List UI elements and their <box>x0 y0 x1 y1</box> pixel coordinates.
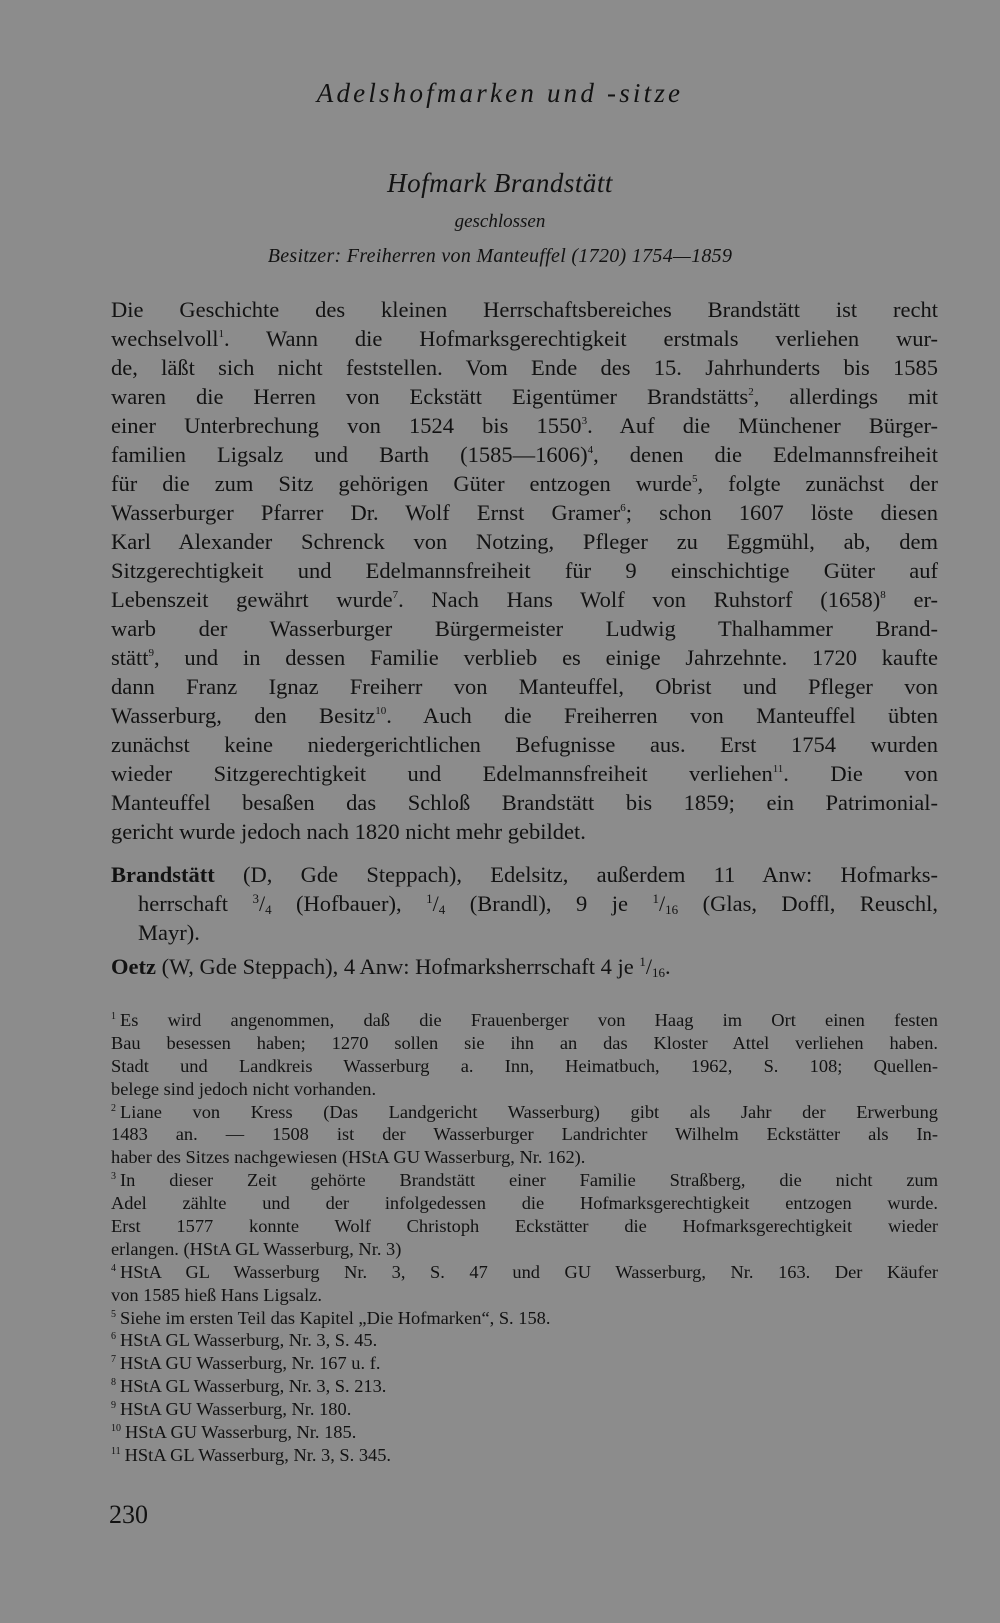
text-run: wieder Sitzgerechtigkeit und Edelmannsfreiheit verliehen <box>111 761 773 786</box>
place-entry-oetz <box>111 952 938 981</box>
body-line <box>111 672 938 701</box>
body-line <box>111 730 938 759</box>
text-run: , und in dessen Familie verblieb es einige Jahrzehnte. 1720 kaufte <box>154 645 938 670</box>
section-status: geschlossen <box>454 211 546 232</box>
fraction-denominator: 16 <box>652 965 666 980</box>
footnote-line <box>111 1421 938 1444</box>
place-line <box>111 952 938 981</box>
text-run: er- <box>885 587 938 612</box>
text-run: einer Unterbrechung von 1524 bis 1550 <box>111 413 582 438</box>
footnote-text: von 1585 hieß Hans Ligsalz. <box>111 1284 322 1305</box>
text-run: . Auf die Münchener Bürger- <box>587 413 939 438</box>
fraction-denominator: 16 <box>665 902 679 917</box>
running-head: Adelshofmarken und -sitze <box>316 78 684 108</box>
place-entry-brandstaett <box>111 860 938 947</box>
footnote-number: 3 <box>111 1171 116 1183</box>
footnote-number: 5 <box>111 1308 116 1320</box>
text-run: ; schon 1607 löste diesen <box>625 500 938 525</box>
place-text: . <box>665 954 671 979</box>
footnote-line <box>111 1009 938 1032</box>
fraction-numerator: 3 <box>252 891 259 906</box>
footnote-line <box>111 1261 938 1284</box>
footnote-ref: 10 <box>375 705 387 717</box>
place-text: (W, Gde Steppach), 4 Anw: Hofmarksherrschaft 4 je <box>155 954 640 979</box>
text-run: waren die Herren von Eckstätt Eigentümer Brandstätts <box>111 384 749 409</box>
body-paragraph <box>111 295 938 846</box>
footnote-line <box>111 1032 938 1055</box>
footnote-ref: 5 <box>691 473 698 485</box>
text-run: , allerdings mit <box>753 384 938 409</box>
fraction-denominator: 4 <box>438 902 446 917</box>
place-text: (Hofbauer), <box>271 891 427 916</box>
body-line <box>111 324 938 353</box>
footnote-text: Liane von Kress (Das Landgericht Wasserburg) gibt als Jahr der Erwerbung <box>120 1101 938 1122</box>
footnote-number: 7 <box>111 1354 116 1366</box>
body-line <box>111 817 938 846</box>
footnote-line <box>111 1078 938 1101</box>
text-run: zunächst keine niedergerichtlichen Befugnisse aus. Erst 1754 wurden <box>111 732 938 757</box>
footnote-text: Stadt und Landkreis Wasserburg a. Inn, Heimatbuch, 1962, S. 108; Quellen- <box>111 1055 938 1076</box>
text-run: . Nach Hans Wolf von Ruhstorf (1658) <box>398 587 881 612</box>
text-run: , denen die Edelmannsfreiheit <box>593 442 938 467</box>
text-run: Karl Alexander Schrenck von Notzing, Pfleger zu Eggmühl, ab, dem <box>111 529 938 554</box>
body-line <box>111 411 938 440</box>
footnote-ref: 1 <box>218 328 224 340</box>
fraction: $^3/_4$ <box>252 891 272 917</box>
text-run: wechselvoll <box>111 326 219 351</box>
text-run: de, läßt sich nicht feststellen. Vom Ende des 15. Jahrhunderts bis 1585 <box>111 355 938 380</box>
footnote-line <box>111 1055 938 1078</box>
place-text: (Brandl), 9 je <box>445 891 653 916</box>
text-run: Wasserburger Pfarrer Dr. Wolf Ernst Gramer <box>111 500 621 525</box>
footnote-number: 1 <box>111 1011 116 1022</box>
footnote-number: 10 <box>111 1423 121 1435</box>
footnote-line <box>111 1307 938 1330</box>
fraction: $^1/_{16}$ <box>639 954 666 980</box>
footnote-text: HStA GU Wasserburg, Nr. 185. <box>125 1422 357 1443</box>
footnote-text: HStA GU Wasserburg, Nr. 180. <box>120 1399 352 1420</box>
footnote-number: 2 <box>111 1102 116 1114</box>
footnote-number: 8 <box>111 1377 116 1389</box>
footnote-line <box>111 1284 938 1307</box>
footnote-line <box>111 1192 938 1215</box>
body-line <box>111 759 938 788</box>
footnote-text: Es wird angenommen, daß die Frauenberger von Haag im Ort einen festen <box>120 1010 938 1030</box>
text-run: . Die von <box>783 761 938 786</box>
text-run: familien Ligsalz und Barth (1585—1606) <box>111 442 588 467</box>
body-line <box>111 527 938 556</box>
place-name: Oetz <box>111 954 156 979</box>
body-line <box>111 556 938 585</box>
footnote-text: HStA GU Wasserburg, Nr. 167 u. f. <box>120 1353 381 1374</box>
footnote-line <box>111 1444 938 1467</box>
place-text: herrschaft <box>138 891 253 916</box>
place-text: (D, Gde Steppach), Edelsitz, außerdem 11 Anw: Hofmarks- <box>214 862 938 887</box>
footnote-line <box>111 1123 938 1146</box>
footnote-line <box>111 1169 938 1192</box>
footnote-ref: 6 <box>620 502 626 514</box>
footnote-text: belege sind jedoch nicht vorhanden. <box>111 1078 377 1099</box>
place-line: Mayr). <box>138 920 200 945</box>
section-title: Hofmark Brandstätt <box>387 168 613 198</box>
section-owner: Besitzer: Freiherren von Manteuffel (1720) 1754—1859 <box>267 245 733 267</box>
footnote-text: HStA GL Wasserburg, Nr. 3, S. 45. <box>120 1330 378 1351</box>
body-line <box>111 469 938 498</box>
footnote-line <box>111 1352 938 1375</box>
footnote-ref: 4 <box>587 444 594 456</box>
body-line <box>111 643 938 672</box>
footnote-text: Adel zählte und der infolgedessen die Hofmarksgerechtigkeit entzogen wurde. <box>111 1193 938 1214</box>
footnote-text: Siehe im ersten Teil das Kapitel „Die Hofmarken“, S. 158. <box>120 1307 551 1328</box>
fraction-numerator: 1 <box>426 891 433 906</box>
footnote-ref: 3 <box>581 415 588 427</box>
body-line <box>111 440 938 469</box>
place-text: (Glas, Doffl, Reuschl, <box>678 891 938 916</box>
fraction: $^1/_{16}$ <box>652 891 679 917</box>
page-number: 230 <box>109 1500 148 1529</box>
body-line <box>111 614 938 643</box>
body-line <box>111 701 938 730</box>
text-run: , folgte zunächst der <box>697 471 938 496</box>
footnote-ref: 2 <box>748 386 754 398</box>
body-line <box>111 498 938 527</box>
place-line <box>111 889 938 918</box>
footnote-number: 9 <box>111 1400 116 1412</box>
footnote-number: 4 <box>111 1262 116 1274</box>
footnote-text: HStA GL Wasserburg, Nr. 3, S. 345. <box>124 1444 392 1465</box>
footnote-text: In dieser Zeit gehörte Brandstätt einer Familie Straßberg, die nicht zum <box>120 1170 938 1191</box>
footnote-text: Erst 1577 konnte Wolf Christoph Eckstätter die Hofmarksgerechtigkeit wieder <box>111 1216 938 1237</box>
footnote-line <box>111 1329 938 1352</box>
place-list <box>111 860 938 986</box>
fraction-numerator: 1 <box>639 954 646 969</box>
text-run: . Auch die Freiherren von Manteuffel übten <box>386 703 938 728</box>
footnote-ref: 11 <box>772 763 784 775</box>
footnote-text: erlangen. (HStA GL Wasserburg, Nr. 3) <box>111 1238 402 1259</box>
text-run: stätt <box>111 645 149 670</box>
footnote-ref: 7 <box>392 589 399 601</box>
body-line <box>111 295 938 324</box>
text-run: Lebenszeit gewährt wurde <box>111 587 393 612</box>
text-run: dann Franz Ignaz Freiherr von Manteuffel, Obrist und Pfleger von <box>111 674 938 699</box>
footnote-text: haber des Sitzes nachgewiesen (HStA GU Wasserburg, Nr. 162). <box>111 1147 586 1168</box>
text-run: Die Geschichte des kleinen Herrschaftsbereiches Brandstätt ist recht <box>111 297 938 322</box>
footnote-ref: 9 <box>148 647 154 659</box>
text-run: warb der Wasserburger Bürgermeister Ludwig Thalhammer Brand- <box>111 616 938 641</box>
place-line <box>111 860 938 889</box>
text-run: gericht wurde jedoch nach 1820 nicht mehr gebildet. <box>111 819 586 844</box>
text-run: Wasserburg, den Besitz <box>111 703 376 728</box>
fraction-numerator: 1 <box>652 891 659 906</box>
body-line <box>111 353 938 382</box>
text-run: Manteuffel besaßen das Schloß Brandstätt bis 1859; ein Patrimonial- <box>111 790 938 815</box>
body-line <box>111 382 938 411</box>
footnote-text: Bau besessen haben; 1270 sollen sie ihn an das Kloster Attel verliehen haben. <box>111 1032 938 1053</box>
footnotes <box>111 1009 938 1467</box>
footnote-ref: 8 <box>880 589 886 601</box>
body-line <box>111 585 938 614</box>
footnote-line <box>111 1238 938 1261</box>
fraction-denominator: 4 <box>265 902 272 917</box>
footnote-line <box>111 1375 938 1398</box>
footnote-line <box>111 1398 938 1421</box>
text-run: Sitzgerechtigkeit und Edelmannsfreiheit für 9 einschichtige Güter auf <box>111 558 938 583</box>
body-line <box>111 788 938 817</box>
fraction: $^1/_4$ <box>426 891 446 917</box>
footnote-line <box>111 1146 938 1169</box>
footnote-number: 6 <box>111 1331 116 1343</box>
footnote-number: 11 <box>111 1445 121 1457</box>
text-run: für die zum Sitz gehörigen Güter entzogen wurde <box>111 471 692 496</box>
footnote-text: HStA GL Wasserburg Nr. 3, S. 47 und GU Wasserburg, Nr. 163. Der Käufer <box>120 1261 938 1282</box>
footnote-line <box>111 1215 938 1238</box>
footnote-text: 1483 an. — 1508 ist der Wasserburger Landrichter Wilhelm Eckstätter als In- <box>111 1124 938 1145</box>
footnote-text: HStA GL Wasserburg, Nr. 3, S. 213. <box>120 1376 387 1397</box>
place-name: Brandstätt <box>111 862 215 887</box>
footnote-line <box>111 1101 938 1124</box>
text-run: . Wann die Hofmarksgerechtigkeit erstmals verliehen wur- <box>223 326 938 351</box>
